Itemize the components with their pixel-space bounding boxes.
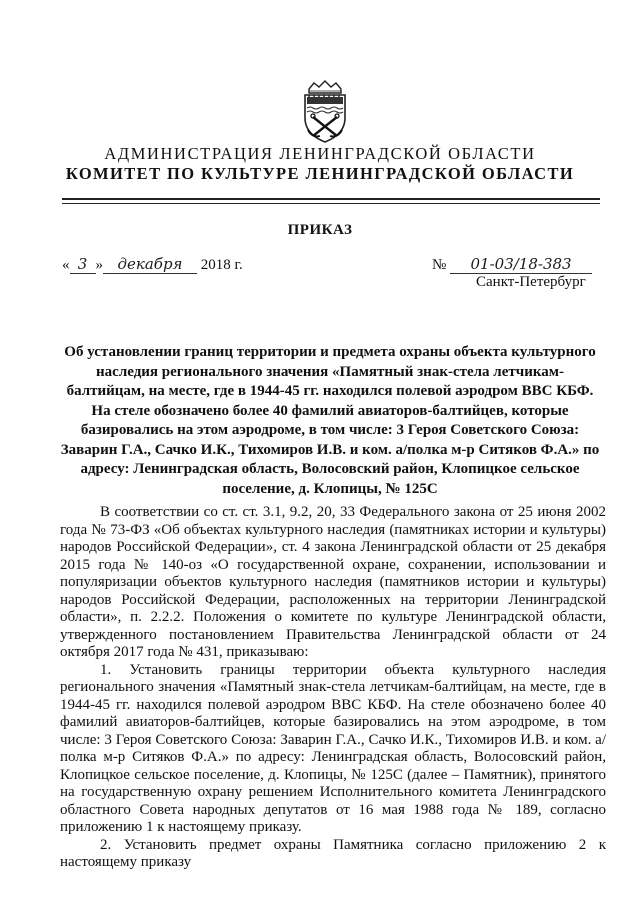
document-city: Санкт-Петербург	[476, 274, 586, 290]
coat-of-arms-icon	[300, 80, 350, 144]
document-number	[432, 255, 592, 274]
document-subject: Об установлении границ территории и предмета охраны объекта культурного наследия регионального значения «Памятный знак-стела летчикам-балтийцам, на месте, где в 1944-45 гг. находился полевой аэродром ВВС КБФ. На стеле обозначено более 40 фамилий авиаторов-балтийцев, которые базировались на этом аэродроме, в том числе: 3 Героя Советского Союза: Заварин Г.А., Сачко И.К., Тихомиров И.В. и ком. а/полка м-р Ситяков Ф.А.» по адресу: Ленинградская область, Волосовский район, Клопицкое сельское поселение, д. Клопицы, № 125С	[60, 344, 600, 497]
number-prefix: №	[432, 257, 447, 273]
date-month: декабря	[103, 255, 197, 274]
order-item-2: 2. Установить предмет охраны Памятника согласно приложению 2 к настоящему приказу	[60, 836, 606, 870]
date-day: 3	[70, 255, 96, 274]
number-value: 01-03/18-383	[450, 255, 592, 274]
header-rule-thick	[62, 198, 600, 200]
date-quote-open: «	[62, 257, 70, 273]
document-body	[60, 504, 606, 872]
date-year: 2018 г.	[200, 257, 243, 273]
organization-name-line1: АДМИНИСТРАЦИЯ ЛЕНИНГРАДСКОЙ ОБЛАСТИ	[104, 144, 536, 163]
header-rule-thin	[62, 203, 600, 204]
document-type-title: ПРИКАЗ	[287, 222, 353, 238]
date-quote-close: »	[95, 257, 103, 273]
organization-name-line2: КОМИТЕТ ПО КУЛЬТУРЕ ЛЕНИНГРАДСКОЙ ОБЛАСТИ	[65, 164, 575, 183]
document-date	[62, 255, 243, 274]
order-item-1: 1. Установить границы территории объекта культурного наследия регионального значения «Памятный знак-стела летчикам-балтийцам, на месте, где в 1944-45 гг. находился полевой аэродром ВВС КБФ. На стеле обозначено более 40 фамилий авиаторов-балтийцев, которые базировались на этом аэродроме, в том числе: 3 Героя Советского Союза: Заварин Г.А., Сачко И.К., Тихомиров И.В. и ком. а/полка м-р Ситяков Ф.А.» по адресу: Ленинградская область, Волосовский район, Клопицкое сельское поселение, д. Клопицы, № 125С (далее – Памятник), принятого на государственную охрану решением Исполнительного комитета Ленинградского областного Совета народных депутатов от 16 мая 1988 года № 189, согласно приложению 1 к настоящему приказу.	[60, 661, 606, 835]
preamble-paragraph: В соответствии со ст. ст. 3.1, 9.2, 20, 33 Федерального закона от 25 июня 2002 года № 73-ФЗ «Об объектах культурного наследия (памятниках истории и культуры) народов Российской Федерации», ст. 4 закона Ленинградской области от 25 декабря 2015 года № 140-оз «О государственной охране, сохранении, использовании и популяризации объектов культурного наследия (памятников истории и культуры) народов Российской Федерации, расположенных на территории Ленинградской области», п. 2.2.2. Положения о комитете по культуре Ленинградской области, утвержденного постановлением Правительства Ленинградской области от 24 октября 2017 года № 431, приказываю:	[60, 504, 606, 660]
